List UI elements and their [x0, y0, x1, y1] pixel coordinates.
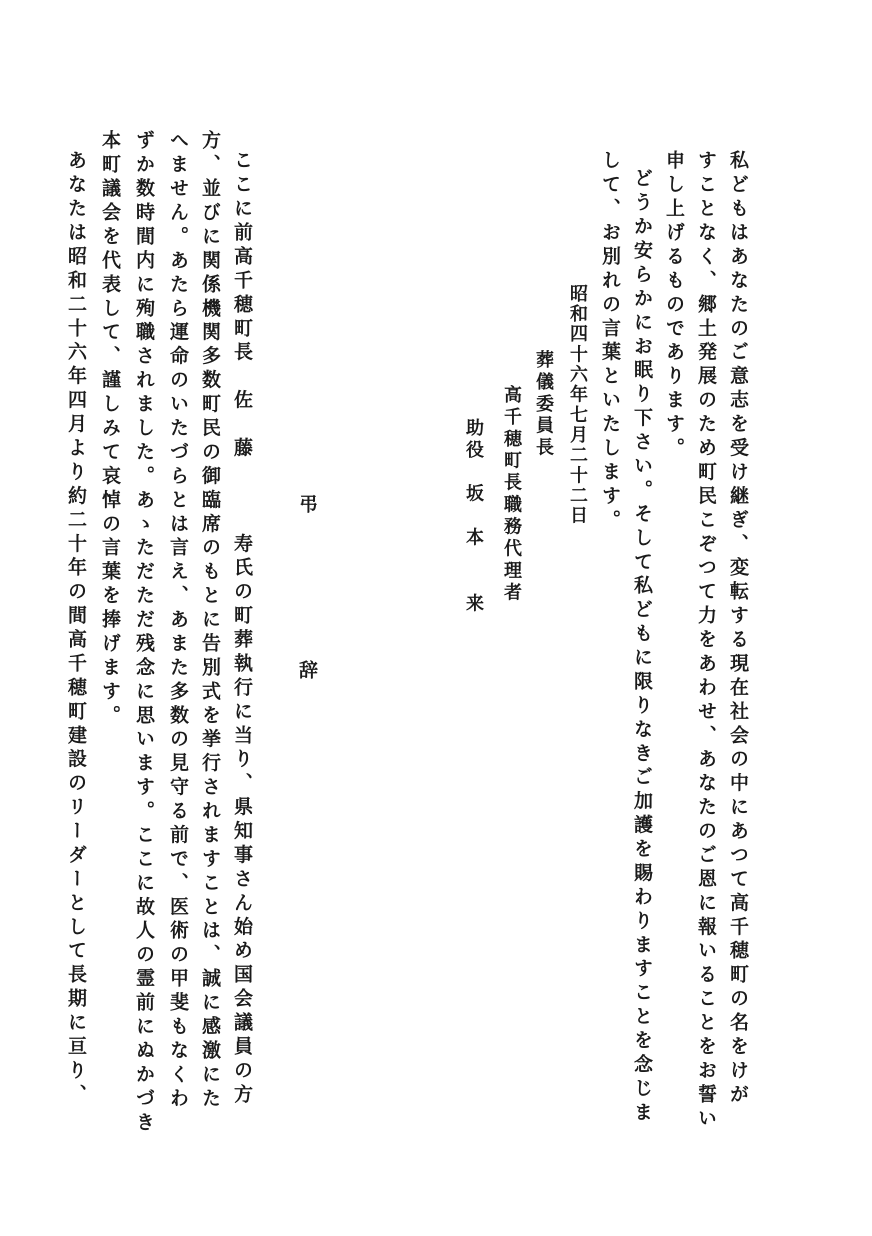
- heading-char: 辞: [296, 660, 318, 679]
- text-column: あなたは昭和二十六年四月より約二十年の間高千穂町建設のリーダーとして長期に亘り、: [65, 150, 87, 1108]
- text-column: ずか数時間内に殉職されました。あゝただただ残念に思います。ここに故人の霊前にぬかづき: [133, 130, 155, 1136]
- heading-char: 弔: [296, 494, 318, 513]
- text-column: すことなく、郷土発展のため町民こぞつて力をあわせ、あなたのご恩に報いることをお誓い: [695, 150, 717, 1132]
- signature-title: 葬儀委員長: [533, 350, 554, 460]
- text-column: 本町議会を代表して、謹しみて哀悼の言葉を捧げます。: [99, 130, 121, 729]
- text-column: 私どもはあなたのご意志を受け継ぎ、変転する現在社会の中にあつて高千穂町の名をけが: [727, 150, 749, 1108]
- text-column: 方、並びに関係機関多数町民の御臨席のもとに告別式を挙行されますことは、誠に感激にた: [199, 130, 221, 1112]
- signature-title: 高千穂町長職務代理者: [501, 385, 522, 605]
- signature-name: 助役 坂 本 来: [463, 418, 484, 616]
- text-column: 申し上げるものであります。: [663, 150, 685, 462]
- text-column: どうか安らかにお眠り下さい。そして私どもに限りなきご加護を賜わりますことを念じま: [631, 168, 653, 1126]
- text-column: へません。あたら運命のいたづらとは言え、あまた多数の見守る前で、医術の甲斐もなくわ: [167, 130, 189, 1112]
- text-column: して、お別れの言葉といたします。: [599, 150, 621, 534]
- text-column: ここに前高千穂町長 佐 藤 寿氏の町葬執行に当り、県知事さん始め国会議員の方: [231, 150, 253, 1108]
- date-line: 昭和四十六年七月二十二日: [567, 284, 588, 526]
